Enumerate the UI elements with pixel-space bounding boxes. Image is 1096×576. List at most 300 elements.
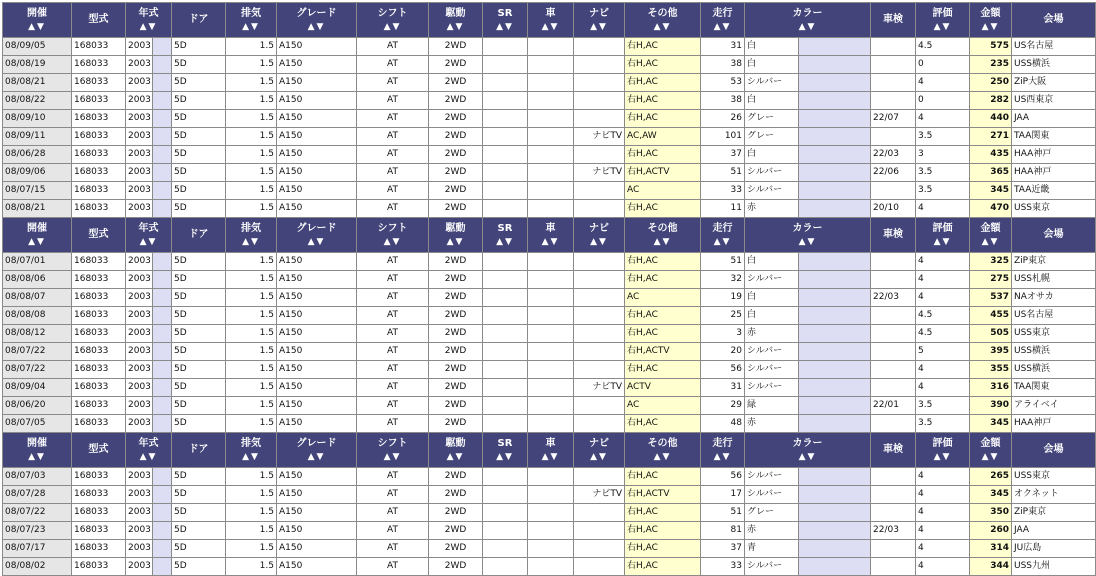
cell-inspection — [871, 540, 915, 557]
cell-color-blank — [799, 128, 870, 145]
cell-price: 365 — [970, 164, 1011, 181]
cell-shift: AT — [357, 379, 428, 396]
cell-grade: A150 — [277, 271, 356, 288]
sort-arrows-icon[interactable]: ▲▼ — [981, 21, 1000, 32]
sort-arrows-icon[interactable]: ▲▼ — [446, 236, 465, 247]
cell-rating: 4 — [916, 200, 969, 217]
cell-price: 265 — [970, 468, 1011, 485]
sort-arrows-icon[interactable]: ▲▼ — [307, 236, 326, 247]
cell-rating: 3.5 — [916, 415, 969, 432]
table-row — [3, 379, 1095, 396]
cell-price: 345 — [970, 415, 1011, 432]
cell-displacement: 1.5 — [226, 558, 276, 575]
cell-price: 505 — [970, 325, 1011, 342]
cell-venue: US名古屋 — [1012, 307, 1095, 324]
sort-arrows-icon[interactable]: ▲▼ — [981, 451, 1000, 462]
sort-arrows-icon[interactable]: ▲▼ — [653, 236, 672, 247]
header-price — [970, 3, 1011, 37]
cell-sr — [483, 146, 527, 163]
header-year — [126, 218, 171, 252]
sort-arrows-icon[interactable]: ▲▼ — [383, 236, 402, 247]
cell-displacement: 1.5 — [226, 74, 276, 91]
cell-sr — [483, 38, 527, 55]
cell-navi — [574, 397, 624, 414]
cell-year-blank — [153, 415, 171, 432]
sort-arrows-icon[interactable]: ▲▼ — [383, 21, 402, 32]
cell-color: 白 — [745, 146, 798, 163]
cell-venue: USS東京 — [1012, 325, 1095, 342]
cell-price: 390 — [970, 397, 1011, 414]
header-label: グレード — [296, 7, 337, 19]
cell-model: 168033 — [72, 361, 125, 378]
header-rating — [916, 3, 969, 37]
cell-door: 5D — [172, 74, 225, 91]
cell-model: 168033 — [72, 486, 125, 503]
cell-year-blank — [153, 271, 171, 288]
cell-car — [528, 325, 573, 342]
cell-drive: 2WD — [429, 540, 482, 557]
header-mileage — [701, 433, 744, 467]
cell-door: 5D — [172, 468, 225, 485]
cell-other: 右H,AC — [625, 110, 700, 127]
cell-car — [528, 361, 573, 378]
sort-arrows-icon[interactable]: ▲▼ — [446, 21, 465, 32]
sort-arrows-icon[interactable]: ▲▼ — [307, 21, 326, 32]
cell-inspection — [871, 271, 915, 288]
cell-shift: AT — [357, 397, 428, 414]
cell-model: 168033 — [72, 182, 125, 199]
cell-model: 168033 — [72, 397, 125, 414]
cell-door: 5D — [172, 38, 225, 55]
cell-mileage: 101 — [701, 128, 744, 145]
cell-car — [528, 504, 573, 521]
cell-color: シルバー — [745, 468, 798, 485]
cell-other: 右H,AC — [625, 540, 700, 557]
cell-mileage: 56 — [701, 361, 744, 378]
header-model — [72, 433, 125, 467]
cell-door: 5D — [172, 397, 225, 414]
header-inspection — [871, 218, 915, 252]
cell-sr — [483, 74, 527, 91]
cell-rating: 3.5 — [916, 182, 969, 199]
cell-door: 5D — [172, 486, 225, 503]
cell-inspection — [871, 379, 915, 396]
cell-displacement: 1.5 — [226, 504, 276, 521]
cell-grade: A150 — [277, 56, 356, 73]
header-label: SR — [497, 7, 513, 19]
cell-price: 325 — [970, 253, 1011, 270]
sort-arrows-icon[interactable]: ▲▼ — [307, 451, 326, 462]
cell-year: 2003 — [126, 307, 152, 324]
cell-other: 右H,AC — [625, 325, 700, 342]
cell-mileage: 51 — [701, 164, 744, 181]
cell-other: 右H,AC — [625, 558, 700, 575]
cell-price: 344 — [970, 558, 1011, 575]
sort-arrows-icon[interactable]: ▲▼ — [798, 21, 817, 32]
cell-other: 右H,AC — [625, 271, 700, 288]
cell-door: 5D — [172, 200, 225, 217]
cell-other: 右H,ACTV — [625, 164, 700, 181]
header-color — [745, 218, 870, 252]
cell-year-blank — [153, 307, 171, 324]
cell-grade: A150 — [277, 289, 356, 306]
cell-displacement: 1.5 — [226, 271, 276, 288]
cell-venue: JAA — [1012, 110, 1095, 127]
cell-door: 5D — [172, 164, 225, 181]
cell-color-blank — [799, 307, 870, 324]
header-label: 型式 — [88, 229, 109, 240]
header-label: SR — [497, 222, 513, 234]
sort-arrows-icon[interactable]: ▲▼ — [933, 236, 952, 247]
cell-color: シルバー — [745, 361, 798, 378]
cell-date: 08/09/11 — [3, 128, 71, 145]
table-row — [3, 164, 1095, 181]
sort-arrows-icon[interactable]: ▲▼ — [933, 451, 952, 462]
cell-venue: オクネット — [1012, 486, 1095, 503]
cell-model: 168033 — [72, 253, 125, 270]
cell-year: 2003 — [126, 56, 152, 73]
header-label: ナビ — [589, 7, 609, 19]
header-label: グレード — [296, 437, 337, 449]
sort-arrows-icon[interactable]: ▲▼ — [139, 451, 158, 462]
cell-year: 2003 — [126, 271, 152, 288]
cell-mileage: 17 — [701, 486, 744, 503]
cell-mileage: 56 — [701, 468, 744, 485]
cell-other: 右H,ACTV — [625, 343, 700, 360]
table-row — [3, 56, 1095, 73]
header-navi — [574, 218, 624, 252]
cell-shift: AT — [357, 361, 428, 378]
sort-arrows-icon[interactable]: ▲▼ — [383, 451, 402, 462]
sort-arrows-icon[interactable]: ▲▼ — [541, 451, 560, 462]
header-label: 評価 — [932, 437, 953, 449]
cell-year-blank — [153, 92, 171, 109]
cell-inspection: 22/03 — [871, 146, 915, 163]
header-rating — [916, 218, 969, 252]
header-shift — [357, 218, 428, 252]
cell-door: 5D — [172, 558, 225, 575]
cell-model: 168033 — [72, 56, 125, 73]
cell-price: 345 — [970, 486, 1011, 503]
cell-year-blank — [153, 128, 171, 145]
cell-color: シルバー — [745, 486, 798, 503]
header-label: シフト — [377, 437, 408, 449]
sort-arrows-icon[interactable]: ▲▼ — [653, 451, 672, 462]
header-displacement — [226, 433, 276, 467]
table-row — [3, 271, 1095, 288]
sort-arrows-icon[interactable]: ▲▼ — [541, 236, 560, 247]
sort-arrows-icon[interactable]: ▲▼ — [496, 21, 514, 32]
cell-venue: USS横浜 — [1012, 343, 1095, 360]
cell-sr — [483, 558, 527, 575]
cell-venue: ZiP大阪 — [1012, 74, 1095, 91]
header-venue — [1012, 218, 1095, 252]
header-row — [3, 218, 1095, 252]
cell-door: 5D — [172, 271, 225, 288]
header-label: 会場 — [1043, 229, 1064, 240]
cell-year: 2003 — [126, 361, 152, 378]
cell-shift: AT — [357, 325, 428, 342]
cell-grade: A150 — [277, 468, 356, 485]
header-label: シフト — [377, 222, 408, 234]
cell-year: 2003 — [126, 74, 152, 91]
cell-grade: A150 — [277, 200, 356, 217]
cell-shift: AT — [357, 486, 428, 503]
cell-car — [528, 558, 573, 575]
sort-arrows-icon[interactable]: ▲▼ — [139, 21, 158, 32]
sort-arrows-icon[interactable]: ▲▼ — [496, 451, 514, 462]
cell-car — [528, 92, 573, 109]
sort-arrows-icon[interactable]: ▲▼ — [798, 236, 817, 247]
cell-year-blank — [153, 361, 171, 378]
header-label: カラー — [792, 437, 823, 449]
sort-arrows-icon[interactable]: ▲▼ — [242, 236, 260, 247]
cell-color-blank — [799, 253, 870, 270]
cell-car — [528, 522, 573, 539]
cell-drive: 2WD — [429, 146, 482, 163]
cell-navi: ナビTV — [574, 379, 624, 396]
cell-color-blank — [799, 415, 870, 432]
header-label: ドア — [188, 14, 209, 25]
sort-arrows-icon[interactable]: ▲▼ — [981, 236, 1000, 247]
cell-displacement: 1.5 — [226, 379, 276, 396]
cell-inspection: 22/03 — [871, 289, 915, 306]
cell-model: 168033 — [72, 343, 125, 360]
cell-price: 350 — [970, 504, 1011, 521]
cell-date: 08/08/08 — [3, 307, 71, 324]
cell-drive: 2WD — [429, 289, 482, 306]
cell-year: 2003 — [126, 289, 152, 306]
cell-rating: 3 — [916, 146, 969, 163]
sort-arrows-icon[interactable]: ▲▼ — [933, 21, 952, 32]
cell-year: 2003 — [126, 343, 152, 360]
cell-car — [528, 110, 573, 127]
cell-other: 右H,AC — [625, 504, 700, 521]
sort-arrows-icon[interactable]: ▲▼ — [713, 451, 732, 462]
cell-drive: 2WD — [429, 415, 482, 432]
cell-year-blank — [153, 164, 171, 181]
cell-year-blank — [153, 289, 171, 306]
cell-rating: 4 — [916, 253, 969, 270]
cell-date: 08/07/01 — [3, 253, 71, 270]
sort-arrows-icon[interactable]: ▲▼ — [139, 236, 158, 247]
sort-arrows-icon[interactable]: ▲▼ — [28, 236, 46, 247]
cell-shift: AT — [357, 343, 428, 360]
cell-color-blank — [799, 38, 870, 55]
cell-color-blank — [799, 146, 870, 163]
cell-date: 08/08/07 — [3, 289, 71, 306]
cell-door: 5D — [172, 146, 225, 163]
sort-arrows-icon[interactable]: ▲▼ — [541, 21, 560, 32]
cell-date: 08/09/10 — [3, 110, 71, 127]
cell-year: 2003 — [126, 92, 152, 109]
cell-drive: 2WD — [429, 182, 482, 199]
header-displacement — [226, 3, 276, 37]
cell-displacement: 1.5 — [226, 361, 276, 378]
cell-mileage: 53 — [701, 74, 744, 91]
sort-arrows-icon[interactable]: ▲▼ — [590, 21, 608, 32]
sort-arrows-icon[interactable]: ▲▼ — [28, 451, 46, 462]
header-label: カラー — [792, 7, 823, 19]
cell-year: 2003 — [126, 397, 152, 414]
table-row — [3, 468, 1095, 485]
cell-venue: USS東京 — [1012, 200, 1095, 217]
cell-date: 08/09/06 — [3, 164, 71, 181]
cell-date: 08/07/28 — [3, 486, 71, 503]
cell-model: 168033 — [72, 146, 125, 163]
cell-color-blank — [799, 343, 870, 360]
cell-year-blank — [153, 522, 171, 539]
cell-drive: 2WD — [429, 307, 482, 324]
cell-model: 168033 — [72, 271, 125, 288]
cell-drive: 2WD — [429, 522, 482, 539]
header-label: 開催 — [27, 222, 47, 234]
cell-price: 435 — [970, 146, 1011, 163]
cell-color-blank — [799, 504, 870, 521]
cell-mileage: 19 — [701, 289, 744, 306]
cell-rating: 0 — [916, 56, 969, 73]
cell-shift: AT — [357, 200, 428, 217]
cell-navi — [574, 468, 624, 485]
cell-displacement: 1.5 — [226, 146, 276, 163]
cell-model: 168033 — [72, 38, 125, 55]
cell-displacement: 1.5 — [226, 307, 276, 324]
cell-car — [528, 128, 573, 145]
header-date — [3, 3, 71, 37]
cell-shift: AT — [357, 522, 428, 539]
cell-drive: 2WD — [429, 379, 482, 396]
cell-color: シルバー — [745, 271, 798, 288]
cell-color: 白 — [745, 253, 798, 270]
table-row — [3, 38, 1095, 55]
header-label: 金額 — [980, 437, 1001, 449]
cell-rating: 4 — [916, 558, 969, 575]
cell-navi: ナビTV — [574, 164, 624, 181]
cell-door: 5D — [172, 415, 225, 432]
cell-model: 168033 — [72, 468, 125, 485]
cell-color-blank — [799, 289, 870, 306]
sort-arrows-icon[interactable]: ▲▼ — [713, 21, 732, 32]
cell-car — [528, 307, 573, 324]
cell-color: グレー — [745, 504, 798, 521]
header-label: その他 — [647, 7, 678, 19]
cell-price: 316 — [970, 379, 1011, 396]
sort-arrows-icon[interactable]: ▲▼ — [242, 451, 260, 462]
cell-year-blank — [153, 253, 171, 270]
cell-sr — [483, 200, 527, 217]
cell-grade: A150 — [277, 74, 356, 91]
sort-arrows-icon[interactable]: ▲▼ — [496, 236, 514, 247]
cell-shift: AT — [357, 146, 428, 163]
cell-drive: 2WD — [429, 253, 482, 270]
cell-inspection — [871, 486, 915, 503]
table-row — [3, 540, 1095, 557]
cell-color-blank — [799, 56, 870, 73]
cell-model: 168033 — [72, 128, 125, 145]
header-label: 車 — [545, 437, 556, 449]
sort-arrows-icon[interactable]: ▲▼ — [446, 451, 465, 462]
cell-year-blank — [153, 468, 171, 485]
cell-year: 2003 — [126, 38, 152, 55]
cell-shift: AT — [357, 74, 428, 91]
cell-mileage: 51 — [701, 504, 744, 521]
sort-arrows-icon[interactable]: ▲▼ — [28, 21, 46, 32]
cell-rating: 4 — [916, 110, 969, 127]
sort-arrows-icon[interactable]: ▲▼ — [713, 236, 732, 247]
cell-sr — [483, 56, 527, 73]
cell-sr — [483, 253, 527, 270]
cell-grade: A150 — [277, 397, 356, 414]
cell-mileage: 3 — [701, 325, 744, 342]
cell-shift: AT — [357, 38, 428, 55]
sort-arrows-icon[interactable]: ▲▼ — [590, 451, 608, 462]
header-door — [172, 218, 225, 252]
header-year — [126, 3, 171, 37]
cell-rating: 4 — [916, 379, 969, 396]
header-row — [3, 3, 1095, 37]
cell-year-blank — [153, 486, 171, 503]
header-date — [3, 218, 71, 252]
cell-navi: ナビTV — [574, 486, 624, 503]
cell-car — [528, 146, 573, 163]
cell-car — [528, 540, 573, 557]
cell-year: 2003 — [126, 146, 152, 163]
sort-arrows-icon[interactable]: ▲▼ — [798, 451, 817, 462]
header-label: 車検 — [883, 14, 903, 25]
sort-arrows-icon[interactable]: ▲▼ — [653, 21, 672, 32]
cell-navi — [574, 253, 624, 270]
cell-color-blank — [799, 200, 870, 217]
cell-shift: AT — [357, 307, 428, 324]
cell-color-blank — [799, 92, 870, 109]
header-drive — [429, 218, 482, 252]
cell-shift: AT — [357, 92, 428, 109]
header-label: SR — [497, 437, 513, 449]
cell-date: 08/07/23 — [3, 522, 71, 539]
cell-color: 白 — [745, 56, 798, 73]
cell-other: 右H,AC — [625, 38, 700, 55]
cell-door: 5D — [172, 540, 225, 557]
cell-inspection — [871, 128, 915, 145]
table-row — [3, 128, 1095, 145]
cell-date: 08/07/22 — [3, 343, 71, 360]
header-car — [528, 433, 573, 467]
header-grade — [277, 433, 356, 467]
cell-other: 右H,ACTV — [625, 486, 700, 503]
sort-arrows-icon[interactable]: ▲▼ — [590, 236, 608, 247]
header-label: ナビ — [589, 222, 609, 234]
cell-displacement: 1.5 — [226, 182, 276, 199]
sort-arrows-icon[interactable]: ▲▼ — [242, 21, 260, 32]
cell-price: 575 — [970, 38, 1011, 55]
cell-year: 2003 — [126, 128, 152, 145]
header-door — [172, 3, 225, 37]
table-row — [3, 92, 1095, 109]
auction-results-table — [2, 2, 1096, 576]
cell-year: 2003 — [126, 110, 152, 127]
cell-date: 08/07/03 — [3, 468, 71, 485]
cell-date: 08/09/04 — [3, 379, 71, 396]
cell-navi — [574, 271, 624, 288]
cell-car — [528, 164, 573, 181]
cell-sr — [483, 397, 527, 414]
cell-door: 5D — [172, 110, 225, 127]
cell-drive: 2WD — [429, 468, 482, 485]
cell-year: 2003 — [126, 164, 152, 181]
cell-date: 08/07/22 — [3, 361, 71, 378]
cell-venue: JU広島 — [1012, 540, 1095, 557]
header-price — [970, 218, 1011, 252]
